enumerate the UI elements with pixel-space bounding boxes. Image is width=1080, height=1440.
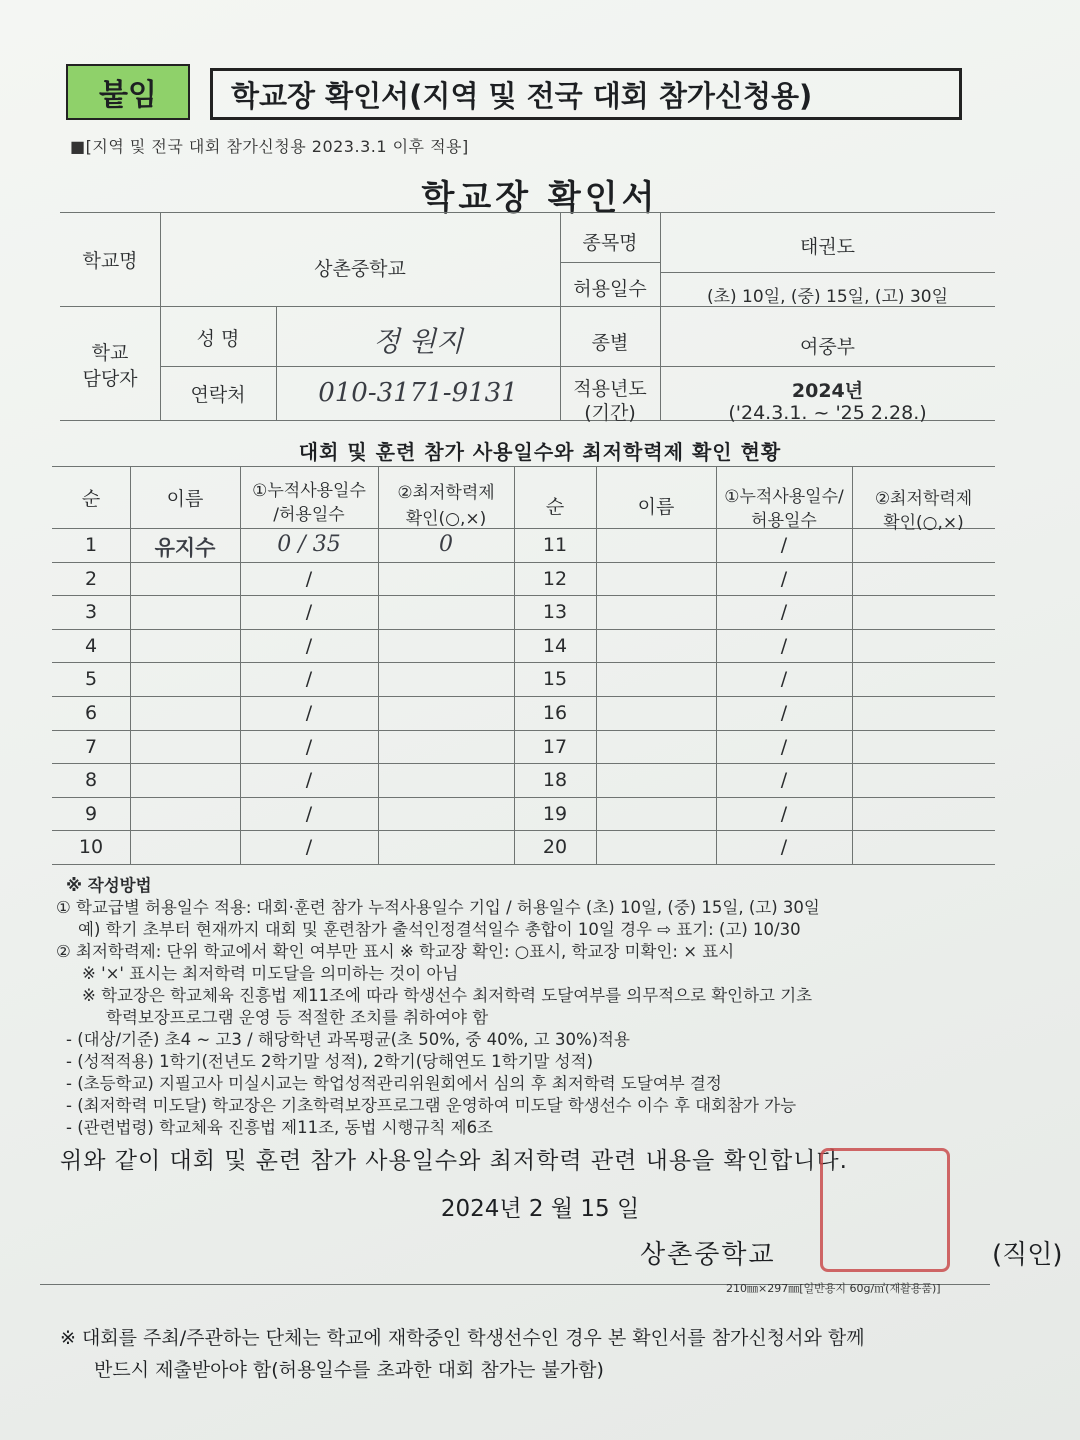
attachment-tag: 붙임	[66, 64, 190, 120]
instruction-line: ① 학교급별 허용일수 적용: 대회·훈련 참가 누적사용일수 기입 / 허용일수 (초) 10일, (중) 15일, (고) 30일	[56, 898, 820, 917]
col-days-right-2: 허용일수	[751, 511, 817, 531]
school-seal-stamp	[820, 1148, 950, 1272]
col-days-left-2: /허용일수	[273, 505, 345, 525]
category-value: 여중부	[799, 336, 856, 358]
row-no: 4	[84, 634, 98, 657]
row-grade: 0	[439, 532, 453, 557]
contact-value: 010-3171-9131	[318, 378, 518, 408]
paper-spec: 210㎜×297㎜[일반용지 60g/㎡(재활용품)]	[726, 1282, 941, 1295]
row-no: 14	[542, 634, 568, 657]
col-name-left: 이름	[166, 488, 204, 510]
footnote-line-2: 반드시 제출받아야 함(허용일수를 초과한 대회 참가는 불가함)	[94, 1359, 604, 1381]
footnote-line-1: ※ 대회를 주최/주관하는 단체는 학교에 재학중인 학생선수인 경우 본 확인서를 참가신청서와 함께	[60, 1327, 865, 1349]
category-label: 종별	[591, 332, 629, 354]
row-no: 15	[542, 668, 568, 691]
row-no: 12	[542, 567, 568, 590]
year-period: ('24.3.1. ~ '25 2.28.)	[728, 402, 927, 424]
col-grade-left-2: 확인(○,×)	[405, 509, 487, 529]
row-days: 0 / 35	[277, 532, 341, 557]
name-value: 정 원지	[372, 325, 464, 358]
col-grade-left-1: ②최저학력제	[397, 483, 495, 503]
table-row-divider	[52, 696, 995, 697]
table-row-divider	[52, 730, 995, 731]
school-value: 상촌중학교	[314, 258, 406, 280]
row-no: 10	[78, 836, 104, 859]
instruction-line: - (관련법령) 학교체육 진흥법 제11조, 동법 시행규칙 제6조	[66, 1118, 493, 1137]
table-row-divider	[52, 595, 995, 596]
row-no: 9	[84, 802, 98, 825]
instruction-line: - (성적적용) 1학기(전년도 2학기말 성적), 2학기(당해연도 1학기말 성적)	[66, 1052, 594, 1071]
instruction-line: - (초등학교) 지필고사 미실시교는 학업성적관리위원회에서 심의 후 최저학력 도달여부 결정	[66, 1074, 722, 1093]
row-days-slash: /	[780, 601, 788, 624]
row-no: 13	[542, 601, 568, 624]
instruction-line: - (최저학력 미도달) 학교장은 기초학력보장프로그램 운영하여 미도달 학생선수 이수 후 대회참가 가능	[66, 1096, 797, 1115]
instruction-line: ※ 작성방법	[66, 876, 152, 895]
col-grade-right-2: 확인(○,×)	[883, 513, 964, 533]
instruction-line: ② 최저학력제: 단위 학교에서 확인 여부만 표시 ※ 학교장 확인: ○표시, 학교장 미확인: × 표시	[56, 942, 735, 961]
row-days-slash: /	[780, 836, 788, 859]
table-row-divider	[52, 797, 995, 798]
row-no: 16	[542, 702, 568, 724]
year-label-1: 적용년도	[573, 378, 647, 400]
row-no: 18	[542, 769, 568, 792]
seal-mark: (직인)	[992, 1240, 1063, 1270]
row-days-slash: /	[305, 836, 313, 859]
col-no-left: 순	[81, 488, 101, 510]
sport-label: 종목명	[582, 232, 638, 254]
row-days-slash: /	[305, 702, 313, 724]
table-row-divider	[52, 662, 995, 663]
row-days-slash: /	[780, 668, 788, 691]
confirmation-date: 2024년 2 월 15 일	[440, 1196, 640, 1222]
row-no: 17	[542, 735, 568, 758]
row-days-slash: /	[305, 735, 313, 758]
form-title-box: 학교장 확인서(지역 및 전국 대회 참가신청용)	[210, 68, 962, 120]
allowed-days-label: 허용일수	[573, 278, 647, 300]
row-days-slash: /	[780, 567, 788, 590]
table-row-divider	[52, 629, 995, 630]
row-days-slash: /	[780, 634, 788, 657]
row-name: 유지수	[154, 535, 216, 560]
manager-label-2: 담당자	[82, 368, 138, 390]
instruction-line: ※ '×' 표시는 최저학력 미도달을 의미하는 것이 아님	[82, 964, 459, 983]
row-no: 8	[84, 769, 98, 792]
col-days-left-1: ①누적사용일수	[252, 481, 366, 501]
instruction-line: 학력보장프로그램 운영 등 적절한 조치를 취하여야 함	[106, 1008, 489, 1027]
col-grade-right-1: ②최저학력제	[874, 489, 973, 509]
col-days-right-1: ①누적사용일수/	[724, 487, 844, 507]
row-days-slash: /	[305, 769, 313, 792]
year-label-2: (기간)	[584, 402, 636, 424]
row-no: 7	[84, 735, 98, 758]
row-days-slash: /	[305, 567, 313, 590]
row-no: 19	[542, 802, 568, 825]
row-days-slash: /	[305, 634, 313, 657]
sport-value: 태권도	[799, 236, 856, 258]
table-row-divider	[52, 763, 995, 764]
row-no: 6	[84, 702, 98, 724]
confirmation-statement: 위와 같이 대회 및 훈련 참가 사용일수와 최저학력 관련 내용을 확인합니다.	[60, 1148, 848, 1174]
row-no: 11	[542, 534, 568, 556]
form-subnote: ■[지역 및 전국 대회 참가신청용 2023.3.1 이후 적용]	[70, 137, 469, 156]
row-days-slash: /	[780, 769, 788, 792]
allowed-days-value: (초) 10일, (중) 15일, (고) 30일	[706, 287, 949, 307]
year-value: 2024년	[791, 380, 864, 402]
document-title: 학교장 확인서	[421, 178, 659, 218]
instruction-line: ※ 학교장은 학교체육 진흥법 제11조에 따라 학생선수 최저학력 도달여부를 의무적으로 확인하고 기초	[82, 986, 813, 1005]
row-days-slash: /	[305, 601, 313, 624]
row-days-slash: /	[780, 702, 788, 724]
row-no: 2	[84, 567, 98, 590]
row-days-slash: /	[780, 534, 788, 556]
manager-label-1: 학교	[91, 342, 129, 364]
row-days-slash: /	[305, 668, 313, 691]
row-no: 1	[84, 534, 98, 556]
row-no: 5	[84, 668, 98, 691]
instruction-line: - (대상/기준) 초4 ~ 고3 / 해당학년 과목평균(초 50%, 중 40%, 고 30%)적용	[66, 1030, 630, 1049]
row-no: 3	[84, 601, 98, 624]
table-row-divider	[52, 864, 995, 865]
school-label: 학교명	[82, 250, 138, 272]
usage-table-title: 대회 및 훈련 참가 사용일수와 최저학력제 확인 현황	[298, 440, 782, 464]
row-no: 20	[542, 836, 568, 859]
row-days-slash: /	[305, 802, 313, 825]
col-no-right: 순	[545, 496, 565, 518]
footnote	[60, 1322, 865, 1386]
row-days-slash: /	[780, 735, 788, 758]
col-name-right: 이름	[637, 496, 675, 518]
contact-label: 연락처	[190, 384, 246, 406]
school-signature-name: 상촌중학교	[640, 1240, 776, 1270]
name-label: 성 명	[196, 328, 240, 350]
table-row-divider	[52, 830, 995, 831]
row-days-slash: /	[780, 802, 788, 825]
instruction-line: 예) 학기 초부터 현재까지 대회 및 훈련참가 출석인정결석일수 총합이 10일 경우 ⇨ 표기: (고) 10/30	[78, 920, 801, 939]
